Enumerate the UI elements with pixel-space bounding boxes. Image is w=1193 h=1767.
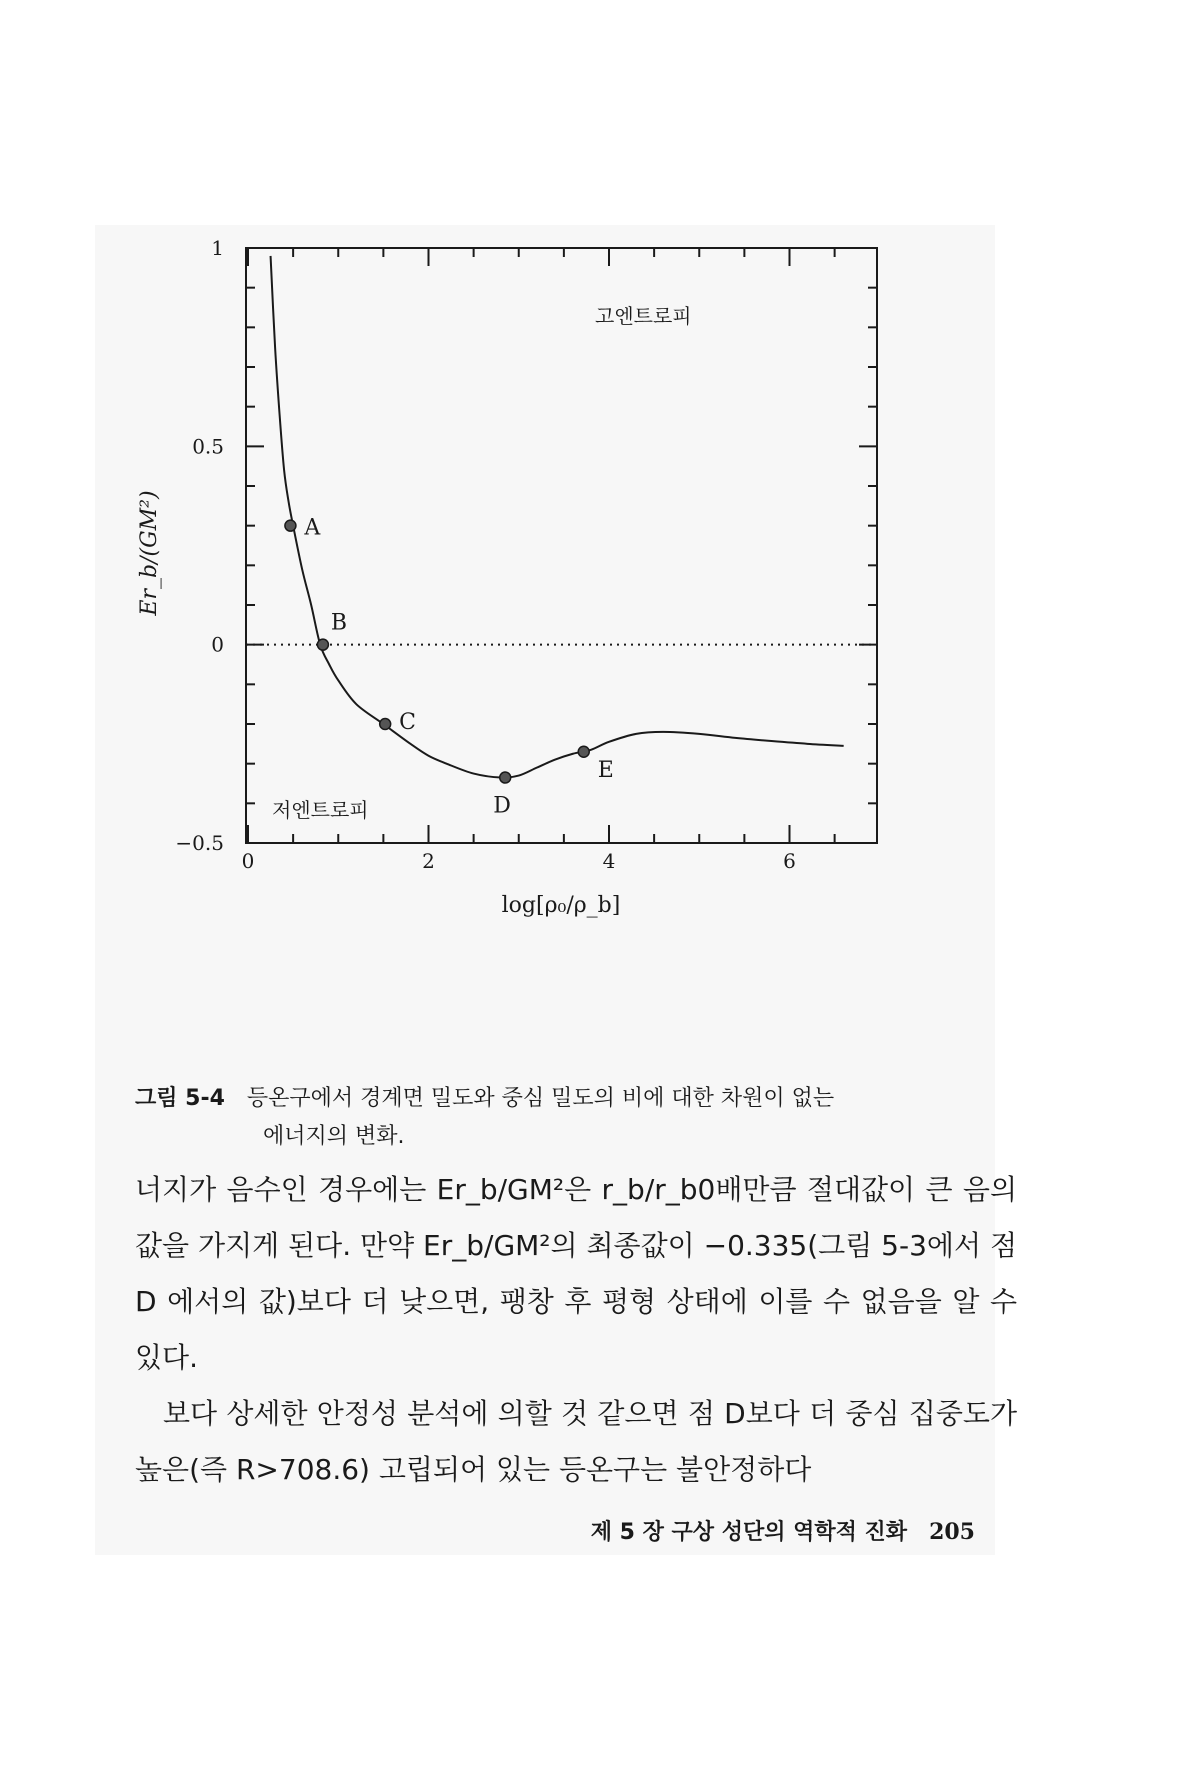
chapter-title: 제 5 장 구상 성단의 역학적 진화 (590, 1520, 908, 1545)
paragraph-1: 너지가 음수인 경우에는 Er_b/GM²은 r_b/r_b0배만큼 절대값이 큰 음의 값을 가지게 된다. 만약 Er_b/GM²의 최종값이 −0.335(그림 5-3에서 점 D 에서의 값)보다 더 낮으면, 팽창 후 평형 상태에 이를 수 없음을 알 수 있다. (135, 1173, 1017, 1374)
marked-points (285, 516, 614, 819)
point-label-E: E (597, 757, 614, 783)
point-label-B: B (330, 610, 348, 636)
energy-curve (271, 256, 844, 778)
annotation-low-entropy: 저엔트로피 (272, 798, 369, 822)
plot-frame (246, 248, 877, 843)
caption-line-2: 에너지의 변화. (263, 1124, 405, 1149)
point-C (380, 719, 391, 730)
caption-label: 그림 5-4 (135, 1086, 225, 1111)
body-text (135, 1162, 1017, 1498)
y-tick-label: −0.5 (175, 831, 224, 855)
x-tick-label: 6 (783, 849, 796, 873)
caption-line-1: 등온구에서 경계면 밀도와 중심 밀도의 비에 대한 차원이 없는 (246, 1086, 835, 1111)
point-label-C: C (399, 710, 417, 735)
y-tick-label: 0.5 (192, 434, 224, 459)
x-axis-label: log[ρ₀/ρ_b] (501, 893, 621, 918)
y-axis-label: Er_b/(GM²) (137, 490, 162, 616)
paragraph-2: 보다 상세한 안정성 분석에 의할 것 같으면 점 D보다 더 중심 집중도가 높은(즉 R>708.6) 고립되어 있는 등온구는 불안정하다 (135, 1397, 1017, 1486)
point-D (500, 772, 511, 783)
y-tick-label: 1 (211, 236, 224, 260)
x-tick-label: 0 (241, 849, 255, 873)
annotation-high-entropy: 고엔트로피 (595, 304, 692, 328)
point-label-A: A (304, 515, 321, 541)
point-A (285, 520, 296, 531)
tick-labels (175, 236, 795, 873)
x-tick-label: 2 (422, 849, 435, 873)
page-footer (525, 1515, 975, 1546)
figure-caption (135, 1080, 1025, 1156)
point-E (578, 746, 589, 757)
page-number: 205 (929, 1519, 975, 1545)
axis-ticks (246, 248, 877, 843)
point-label-D: D (493, 793, 511, 819)
point-B (317, 639, 328, 650)
y-tick-label: 0 (211, 632, 224, 657)
x-tick-label: 4 (602, 849, 616, 873)
